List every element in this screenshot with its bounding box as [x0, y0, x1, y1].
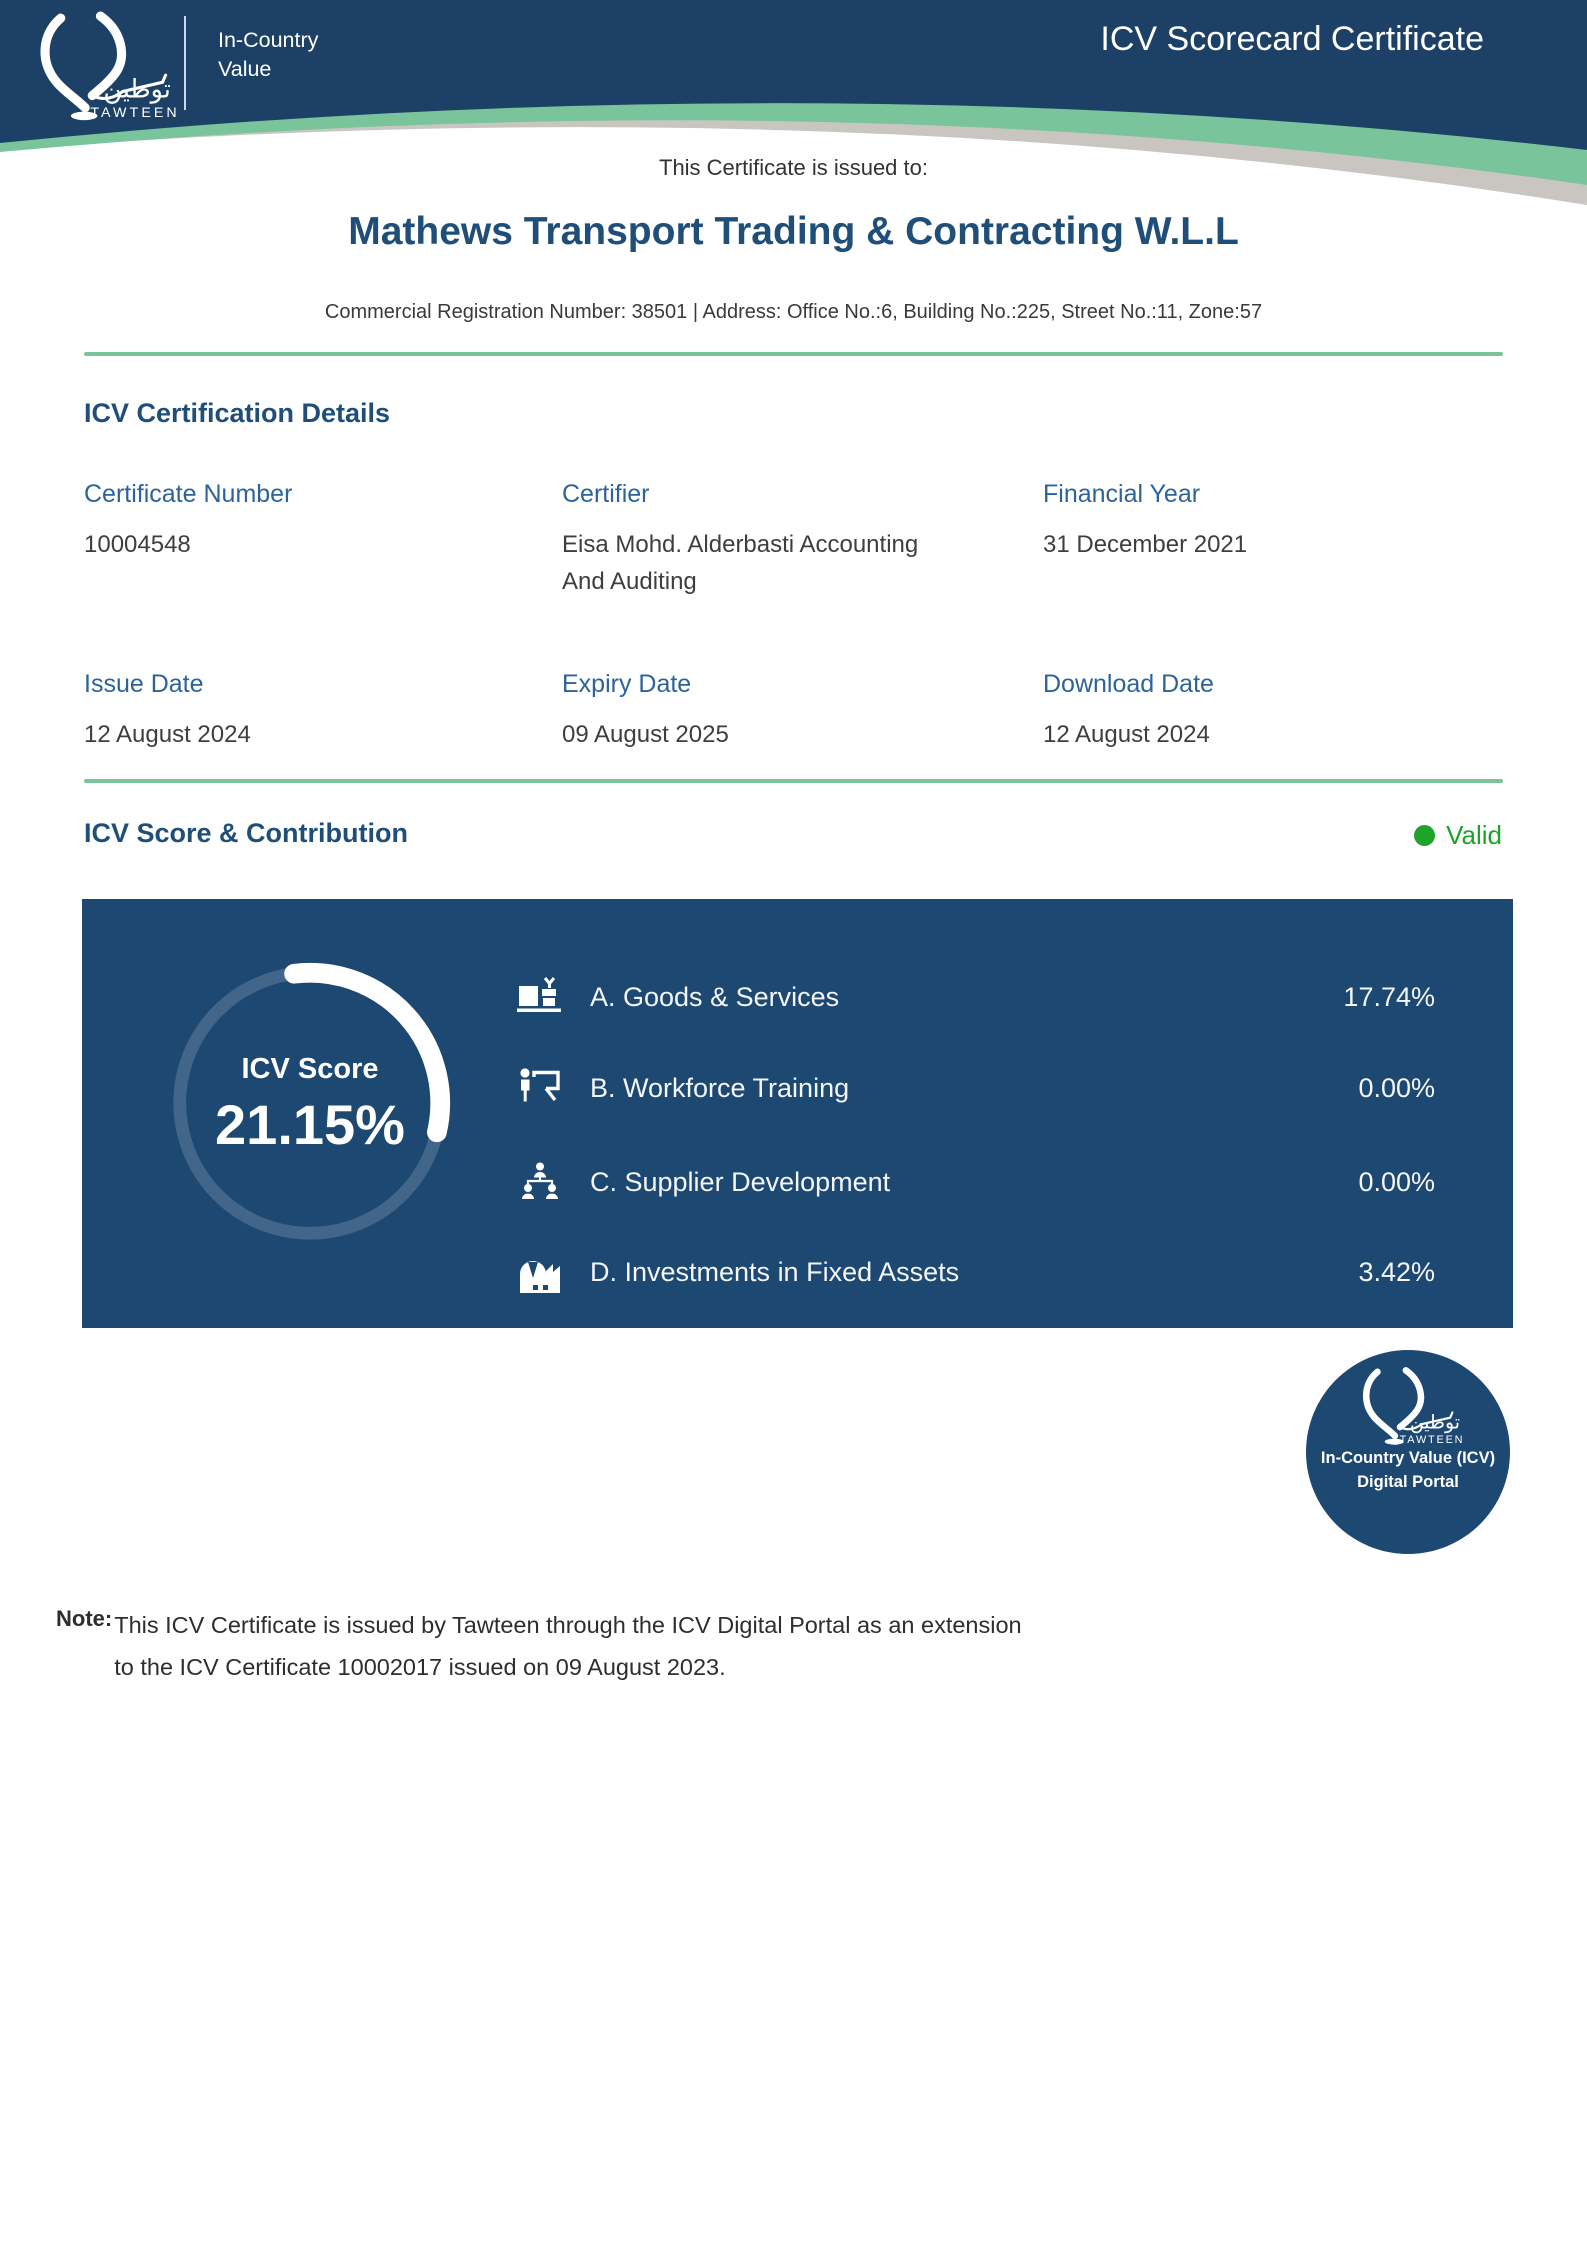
score-panel — [82, 899, 1513, 1328]
brand-line-1: In-Country — [218, 28, 319, 52]
logo-arabic-text: توطين — [103, 75, 171, 104]
score-row-goods-services — [514, 969, 1435, 1025]
field-label: Certifier — [562, 480, 650, 508]
field-download-date — [1043, 670, 1503, 753]
badge-line-1: In-Country Value (ICV) — [1320, 1449, 1496, 1467]
field-label: Financial Year — [1043, 480, 1201, 508]
status-badge — [1414, 820, 1502, 851]
goods-services-icon — [514, 977, 566, 1017]
note-block — [56, 1604, 1034, 1688]
gauge-value: 21.15% — [215, 1093, 405, 1156]
valid-dot-icon — [1414, 825, 1435, 846]
company-name: Mathews Transport Trading & Contracting W.L.L — [348, 210, 1239, 253]
score-item-label: A. Goods & Services — [590, 981, 840, 1012]
field-value: 31 December 2021 — [1043, 531, 1248, 558]
field-expiry-date — [562, 670, 1043, 753]
field-issue-date — [84, 670, 562, 753]
field-value: 09 August 2025 — [562, 721, 729, 748]
brand-line-2: Value — [218, 57, 272, 81]
gauge-text — [162, 955, 458, 1251]
page-title: ICV Scorecard Certificate — [1100, 20, 1484, 58]
score-item-value: 17.74% — [1343, 981, 1435, 1012]
fixed-assets-icon — [514, 1249, 566, 1295]
score-item-value: 0.00% — [1358, 1166, 1435, 1197]
brand-text — [218, 26, 318, 84]
badge-latin-text: TAWTEEN — [1399, 1434, 1465, 1446]
field-value: 12 August 2024 — [84, 721, 251, 748]
score-heading: ICV Score & Contribution — [84, 818, 408, 848]
divider-top — [84, 352, 1503, 356]
details-heading: ICV Certification Details — [84, 398, 391, 428]
field-certificate-number — [84, 480, 562, 600]
score-row-supplier-development — [514, 1154, 1435, 1210]
registration-line: Commercial Registration Number: 38501 | Address: Office No.:6, Building No.:225, Street No.:11, Zone:57 — [324, 301, 1263, 323]
header-separator — [184, 16, 186, 110]
field-value: Eisa Mohd. Alderbasti Accounting And Auditing — [562, 531, 919, 595]
tawteen-logo-icon — [16, 10, 191, 122]
field-label: Expiry Date — [562, 670, 692, 698]
gauge-label: ICV Score — [241, 1053, 379, 1085]
status-text: Valid — [1446, 820, 1502, 850]
score-row-workforce-training — [514, 1060, 1435, 1116]
issued-to-line: This Certificate is issued to: — [659, 155, 928, 180]
details-row-2 — [84, 670, 1503, 753]
icv-score-gauge — [162, 955, 458, 1251]
score-row-fixed-assets — [514, 1244, 1435, 1300]
workforce-training-icon — [514, 1067, 566, 1109]
field-label: Certificate Number — [84, 480, 293, 508]
field-label: Download Date — [1043, 670, 1214, 698]
note-text: This ICV Certificate is issued by Tawteen through the ICV Digital Portal as an extension to the ICV Certificate 10002017 issued on 09 August 2023. — [114, 1612, 1022, 1680]
field-value: 12 August 2024 — [1043, 721, 1210, 748]
score-item-value: 3.42% — [1358, 1256, 1435, 1287]
score-item-label: D. Investments in Fixed Assets — [590, 1256, 960, 1287]
logo-latin-text: TAWTEEN — [90, 104, 180, 121]
field-certifier — [562, 480, 1043, 600]
divider-middle — [84, 779, 1503, 783]
score-item-label: B. Workforce Training — [590, 1072, 850, 1103]
badge-line-2: Digital Portal — [1357, 1473, 1459, 1491]
note-label: Note: — [56, 1606, 113, 1631]
badge-arabic-text: توطين — [1409, 1412, 1460, 1434]
digital-portal-badge — [1306, 1350, 1510, 1554]
details-row-1 — [84, 480, 1503, 600]
tawteen-logo-small-icon — [1345, 1366, 1471, 1446]
score-item-value: 0.00% — [1358, 1072, 1435, 1103]
field-label: Issue Date — [84, 670, 204, 698]
field-financial-year — [1043, 480, 1503, 600]
field-value: 10004548 — [84, 531, 191, 558]
score-item-label: C. Supplier Development — [590, 1166, 891, 1197]
supplier-development-icon — [514, 1162, 566, 1202]
